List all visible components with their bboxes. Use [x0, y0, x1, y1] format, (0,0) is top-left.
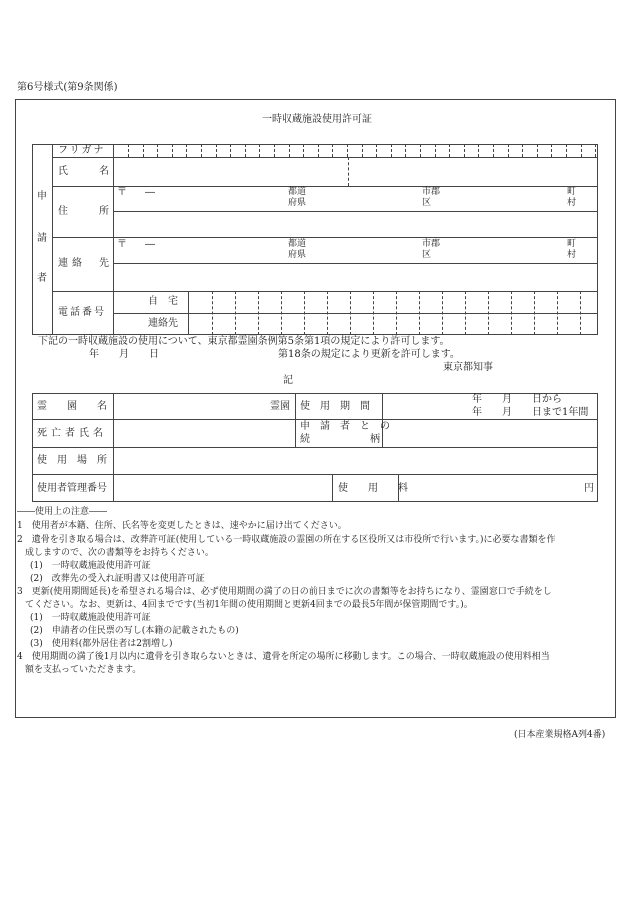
phone-digit-separator	[373, 291, 374, 335]
permit-date-year: 年	[89, 349, 99, 360]
furigana-separator	[172, 144, 173, 157]
phone-digit-separator	[488, 291, 489, 335]
furigana-separator	[551, 144, 552, 157]
furigana-separator	[289, 144, 290, 157]
address-postal-mark: 〒	[117, 187, 127, 198]
phone-digit-separator	[350, 291, 351, 335]
contact-phone-label: 連絡先	[148, 318, 178, 329]
furigana-separator	[157, 144, 158, 157]
relation-field[interactable]	[383, 420, 597, 446]
furigana-separator	[362, 144, 363, 157]
furigana-separator	[245, 144, 246, 157]
notes-heading: ――使用上の注意――	[17, 507, 108, 517]
fee-label: 使 用 料	[338, 483, 408, 494]
user-number-label: 使用者管理番号	[37, 483, 107, 494]
home-phone-label: 自 宅	[148, 296, 178, 307]
furigana-separator	[581, 144, 582, 157]
furigana-separator	[522, 144, 523, 157]
furigana-separator	[391, 144, 392, 157]
address-label: 住	[58, 206, 68, 217]
note-4: 4 使用期間の満了後1月以内に遺骨を引き取らないときは、遺骨を所定の場所に移動します。この場合、一時収蔵施設の使用料相当	[17, 652, 550, 662]
furigana-separator	[274, 144, 275, 157]
location-field[interactable]	[114, 448, 597, 473]
fee-field[interactable]	[399, 475, 579, 501]
phone-digit-separator	[212, 291, 213, 335]
permit-line-2: 第18条の規定により更新を許可します。	[278, 349, 460, 360]
phone-digit-separator	[235, 291, 236, 335]
phone-digit-separator	[580, 291, 581, 335]
permit-line-1: 下記の一時収蔵施設の使用について、東京都霊園条例第5条第1項の規定により許可します。	[38, 336, 450, 347]
furigana-separator	[595, 144, 596, 157]
name-field[interactable]	[114, 158, 347, 185]
phone-digit-separator	[442, 291, 443, 335]
name-label: 氏	[58, 166, 68, 177]
furigana-separator	[566, 144, 567, 157]
deceased-field[interactable]	[114, 420, 294, 446]
furigana-separator	[435, 144, 436, 157]
phone-label: 電話番号	[58, 307, 106, 318]
phone-digit-separator	[304, 291, 305, 335]
furigana-separator	[508, 144, 509, 157]
phone-digit-separator	[396, 291, 397, 335]
phone-digit-separator	[327, 291, 328, 335]
furigana-separator	[478, 144, 479, 157]
permit-date-month: 月	[119, 349, 129, 360]
form-title: 一時収蔵施設使用許可証	[262, 114, 372, 125]
permit-date-day: 日	[149, 349, 159, 360]
ki-mark: 記	[283, 375, 293, 386]
phone-digit-separator	[258, 291, 259, 335]
location-label: 使 用 場 所	[37, 455, 107, 466]
relation-label: 申 請 者 と の	[300, 421, 390, 432]
furigana-separator	[143, 144, 144, 157]
phone-digit-separator	[465, 291, 466, 335]
address-field[interactable]	[114, 212, 597, 236]
furigana-separator	[303, 144, 304, 157]
furigana-separator	[376, 144, 377, 157]
furigana-label: フリガナ	[58, 145, 106, 156]
note-3: 3 更新(使用期間延長)を希望される場合は、必ず使用期間の満了の日の前日までに次の書類等をお持ちになり、霊園窓口で手続をし	[17, 587, 552, 597]
furigana-separator	[128, 144, 129, 157]
furigana-separator	[537, 144, 538, 157]
contact-field[interactable]	[114, 264, 597, 290]
cemetery-label: 霊 園 名	[37, 401, 107, 412]
furigana-separator	[493, 144, 494, 157]
furigana-separator	[230, 144, 231, 157]
user-number-field[interactable]	[114, 475, 331, 501]
phone-digit-separator	[419, 291, 420, 335]
cemetery-suffix: 霊園	[270, 401, 290, 412]
deceased-label: 死亡者氏名	[37, 428, 107, 439]
furigana-separator	[420, 144, 421, 157]
form-number: 第6号様式(第9条関係)	[17, 82, 118, 93]
furigana-separator	[347, 144, 348, 157]
issuer: 東京都知事	[443, 362, 493, 373]
fee-unit: 円	[584, 483, 594, 494]
furigana-separator	[449, 144, 450, 157]
furigana-separator	[216, 144, 217, 157]
phone-digit-separator	[511, 291, 512, 335]
furigana-separator	[464, 144, 465, 157]
contact-postal-mark: 〒	[117, 239, 127, 250]
cemetery-field[interactable]	[114, 394, 264, 418]
period-label: 使 用 期 間	[300, 401, 370, 412]
standard-note: (日本産業規格A列4番)	[514, 730, 606, 740]
note-2: 2 遺骨を引き取る場合は、改葬許可証(使用している一時収蔵施設の霊園の所在する区役所又は市役所で行います。)に必要な書類を作	[17, 535, 556, 545]
note-1: 1 使用者が本籍、住所、氏名等を変更したときは、速やかに届け出てください。	[17, 521, 347, 531]
furigana-separator	[405, 144, 406, 157]
furigana-separator	[201, 144, 202, 157]
furigana-separator	[186, 144, 187, 157]
furigana-separator	[318, 144, 319, 157]
contact-label: 連絡	[58, 258, 86, 269]
phone-digit-separator	[281, 291, 282, 335]
furigana-separator	[259, 144, 260, 157]
furigana-separator	[332, 144, 333, 157]
phone-digit-separator	[557, 291, 558, 335]
phone-digit-separator	[534, 291, 535, 335]
